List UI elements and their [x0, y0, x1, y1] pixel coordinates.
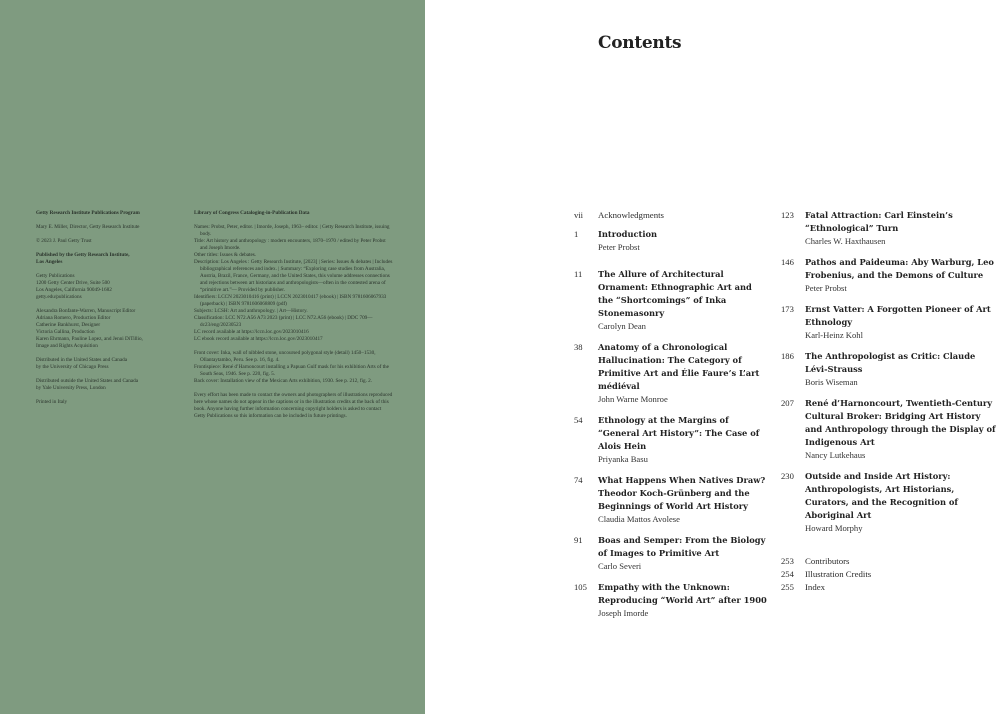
toc-page-number: 54	[574, 415, 583, 425]
page-title: Contents	[598, 33, 682, 53]
toc-entry[interactable]	[781, 568, 996, 581]
toc-entry-author: Carolyn Dean	[598, 321, 646, 331]
colophon-column-1	[36, 210, 186, 413]
colophon-line: Front cover: Inka, wall of nibbled stone, uncoursed polygonal style (detail) 1450–1530, Ollantaytambo, Peru. See p. 16, fig. 4.	[194, 350, 376, 363]
toc-entry-author: Claudia Mattos Avolese	[598, 514, 680, 524]
toc-entry-author: Peter Probst	[805, 283, 847, 293]
colophon-line: by Yale University Press, London	[36, 385, 106, 391]
colophon-line: Description: Los Angeles : Getty Research Institute, [2023] | Series: Issues & debates | Includes bibliographical references and index. | Summary: “Exploring case studies from Australia, Austria, Brazil, France, Germany, and the United States, this volume addresses connections and rejections between art historians and anthropologists—often in the contested arena of “primitive art.”— Provided by publisher.	[194, 259, 393, 293]
colophon-line: Title: Art history and anthropology : modern encounters, 1870–1970 / edited by Peter Probst and Joseph Imorde.	[194, 238, 386, 251]
toc-entry[interactable]	[781, 350, 996, 389]
colophon-block	[194, 224, 394, 343]
colophon-line: Los Angeles	[36, 259, 63, 265]
toc-entry-body	[598, 228, 769, 254]
toc-entry-author: Carlo Severi	[598, 561, 642, 571]
colophon-line: Alexandra Bonfante-Warren, Manuscript Editor	[36, 308, 136, 314]
toc-entry-title[interactable]: Ernst Vatter: A Forgotten Pioneer of Art Ethnology	[805, 304, 991, 327]
toc-entry-title[interactable]: Acknowledgments	[598, 210, 664, 220]
toc-entry[interactable]	[574, 414, 769, 466]
toc-entry[interactable]	[574, 474, 769, 526]
toc-entry[interactable]	[781, 303, 996, 342]
toc-entry-author: Karl-Heinz Kohl	[805, 330, 863, 340]
toc-page-number: 207	[781, 398, 794, 408]
toc-entry-title[interactable]: Contributors	[805, 556, 850, 566]
colophon-line: Names: Probst, Peter, editor. | Imorde, Joseph, 1963– editor. | Getty Research Institute, issuing body.	[194, 224, 390, 237]
toc-entry-title[interactable]: Ethnology at the Margins of “General Art History”: The Case of Alois Hein	[598, 415, 760, 451]
colophon-line: Karen Ehrmann, Pauline Lopez, and Jenni DiTillio,	[36, 336, 143, 342]
toc-page-number: 105	[574, 582, 587, 592]
toc-page-number: 91	[574, 535, 583, 545]
colophon-line: Printed in Italy	[36, 399, 68, 405]
toc-entry-title[interactable]: Introduction	[598, 229, 658, 239]
colophon-line: Getty Research Institute Publications Program	[36, 210, 140, 216]
colophon-line: getty.edu/publications	[36, 294, 82, 300]
toc-entry-title[interactable]: Index	[805, 582, 826, 592]
colophon-line: Every effort has been made to contact the owners and photographers of illustrations reproduced here whose names do not appear in the captions or in the illustration credits at the back of this book. Anyone having further information concerning copyright holders is asked to contact Getty Publications so this information can be included in future printings.	[194, 392, 393, 419]
toc-entry-author: John Warne Monroe	[598, 394, 668, 404]
toc-entry-author: Peter Probst	[598, 242, 640, 252]
toc-page-number: 255	[781, 582, 794, 592]
colophon-block	[36, 273, 186, 301]
colophon-block	[194, 210, 394, 217]
colophon-line: LC record available at https://lccn.loc.gov/2023010416	[194, 329, 309, 335]
toc-column-right	[781, 209, 996, 594]
toc-entry[interactable]	[574, 228, 769, 254]
toc-entry-author: Priyanka Basu	[598, 454, 648, 464]
toc-entry[interactable]	[781, 581, 996, 594]
toc-page-number: 1	[574, 229, 579, 239]
colophon-block	[36, 378, 186, 392]
toc-entry-title[interactable]: Boas and Semper: From the Biology of Images to Primitive Art	[598, 535, 766, 558]
colophon-line: Mary E. Miller, Director, Getty Research Institute	[36, 224, 140, 230]
toc-entry[interactable]	[781, 555, 996, 568]
colophon-line: Classification: LCC N72.A56 A73 2023 (print) | LCC N72.A56 (ebook) | DDC 709—dc23/eng/20230523	[194, 315, 373, 328]
colophon-line: Published by the Getty Research Institute,	[36, 252, 130, 258]
toc-entry-author: Charles W. Haxthausen	[805, 236, 886, 246]
colophon-line: Victoria Gallina, Production	[36, 329, 95, 335]
toc-entry-body	[598, 474, 769, 526]
colophon-block	[36, 399, 186, 406]
toc-entry-title[interactable]: Outside and Inside Art History: Anthropologists, Art Historians, Curators, and the Recognition of Aboriginal Art	[805, 471, 958, 520]
colophon-line: Frontispiece: René d’Harnoncourt installing a Papuan Gulf mask for his exhibition Arts of the South Seas, 1946. See p. 220, fig. 5.	[194, 364, 389, 377]
toc-entry-body	[598, 414, 769, 466]
toc-entry[interactable]	[574, 534, 769, 573]
toc-entry-title[interactable]: What Happens When Natives Draw? Theodor Koch-Grünberg and the Beginnings of World Art History	[598, 475, 766, 511]
toc-page-number: 38	[574, 342, 583, 352]
toc-entry-body	[805, 470, 996, 535]
colophon-line: 1200 Getty Center Drive, Suite 500	[36, 280, 110, 286]
colophon-line: © 2023 J. Paul Getty Trust	[36, 238, 92, 244]
toc-entry-author: Joseph Imorde	[598, 608, 649, 618]
toc-entry[interactable]	[574, 268, 769, 333]
colophon-block	[36, 224, 186, 231]
toc-page-number: 230	[781, 471, 794, 481]
toc-entry-body	[805, 350, 996, 389]
colophon-line: Back cover: Installation view of the Mexican Arts exhibition, 1930. See p. 212, fig. 2.	[194, 378, 373, 384]
toc-page-number: vii	[574, 210, 584, 220]
colophon-block	[36, 210, 186, 217]
toc-entry[interactable]	[574, 209, 769, 222]
toc-entry[interactable]	[781, 397, 996, 462]
colophon-block	[36, 238, 186, 245]
colophon-line: Image and Rights Acquisition	[36, 343, 98, 349]
toc-entry-body	[598, 581, 769, 620]
colophon-block	[36, 308, 186, 350]
toc-page-number: 253	[781, 556, 794, 566]
toc-entry-author: Howard Morphy	[805, 523, 863, 533]
colophon-line: Distributed outside the United States and Canada	[36, 378, 138, 384]
toc-entry[interactable]	[781, 209, 996, 248]
toc-entry-title[interactable]: Illustration Credits	[805, 569, 872, 579]
toc-entry-author: Boris Wiseman	[805, 377, 858, 387]
toc-entry-body	[805, 256, 996, 295]
toc-entry-title[interactable]: Anatomy of a Chronological Hallucination: The Category of Primitive Art and Élie Faure’s L’art médiéval	[598, 342, 760, 391]
colophon-line: Identifiers: LCCN 2023010416 (print) | LCCN 2023010417 (ebook) | ISBN 9781606067933 (paperback) | ISBN 9781606068809 (pdf)	[194, 294, 387, 307]
colophon-block	[36, 252, 186, 266]
colophon-column-2	[194, 210, 394, 427]
toc-entry-title[interactable]: Pathos and Paideuma: Aby Warburg, Leo Frobenius, and the Demons of Culture	[805, 257, 994, 280]
colophon-block	[36, 357, 186, 371]
toc-page-number: 74	[574, 475, 583, 485]
toc-entry-body	[805, 568, 996, 581]
toc-entry-body	[598, 209, 769, 222]
toc-entry-title[interactable]: The Anthropologist as Critic: Claude Lévi-Strauss	[805, 351, 976, 374]
toc-entry-body	[598, 268, 769, 333]
toc-entry-body	[805, 555, 996, 568]
toc-entry-title[interactable]: Empathy with the Unknown: Reproducing “World Art” after 1900	[598, 582, 767, 605]
toc-entry-title[interactable]: René d’Harnoncourt, Twentieth-Century Cultural Broker: Bridging Art History and Anthropology through the Display of Indigenous Art	[805, 398, 996, 447]
colophon-line: LC ebook record available at https://lccn.loc.gov/2023010417	[194, 336, 323, 342]
toc-entry-title[interactable]: The Allure of Architectural Ornament: Ethnographic Art and the “Shortcomings” of Inka Stonemasonry	[598, 269, 752, 318]
toc-entry-author: Nancy Lutkehaus	[805, 450, 866, 460]
copyright-page	[0, 0, 425, 714]
toc-entry-body	[598, 534, 769, 573]
colophon-block	[194, 392, 394, 420]
colophon-line: Adriana Romero, Production Editor	[36, 315, 111, 321]
toc-entry[interactable]	[574, 341, 769, 406]
toc-entry-body	[805, 397, 996, 462]
toc-page-number: 11	[574, 269, 583, 279]
toc-entry-body	[805, 303, 996, 342]
colophon-line: Distributed in the United States and Canada	[36, 357, 128, 363]
colophon-line: Getty Publications	[36, 273, 75, 279]
toc-entry[interactable]	[574, 581, 769, 620]
colophon-line: Catherine Bankhurst, Designer	[36, 322, 101, 328]
colophon-line: Library of Congress Cataloging-in-Publication Data	[194, 210, 310, 216]
toc-entry-body	[805, 209, 996, 248]
toc-entry-body	[598, 341, 769, 406]
colophon-line: Other titles: Issues & debates.	[194, 252, 257, 258]
toc-page-number: 173	[781, 304, 794, 314]
colophon-block	[194, 350, 394, 385]
toc-page-number: 123	[781, 210, 794, 220]
colophon-line: by the University of Chicago Press	[36, 364, 109, 370]
toc-entry-title[interactable]: Fatal Attraction: Carl Einstein’s “Ethnological” Turn	[805, 210, 953, 233]
toc-page-number: 186	[781, 351, 794, 361]
toc-page-number: 254	[781, 569, 794, 579]
toc-column-left	[574, 209, 769, 620]
toc-entry-body	[805, 581, 996, 594]
toc-page-number: 146	[781, 257, 794, 267]
toc-entry[interactable]	[781, 470, 996, 535]
colophon-line: Los Angeles, California 90049-1682	[36, 287, 112, 293]
colophon-line: Subjects: LCSH: Art and anthropology. | Art—History.	[194, 308, 308, 314]
contents-page	[425, 0, 1000, 714]
toc-entry[interactable]	[781, 256, 996, 295]
